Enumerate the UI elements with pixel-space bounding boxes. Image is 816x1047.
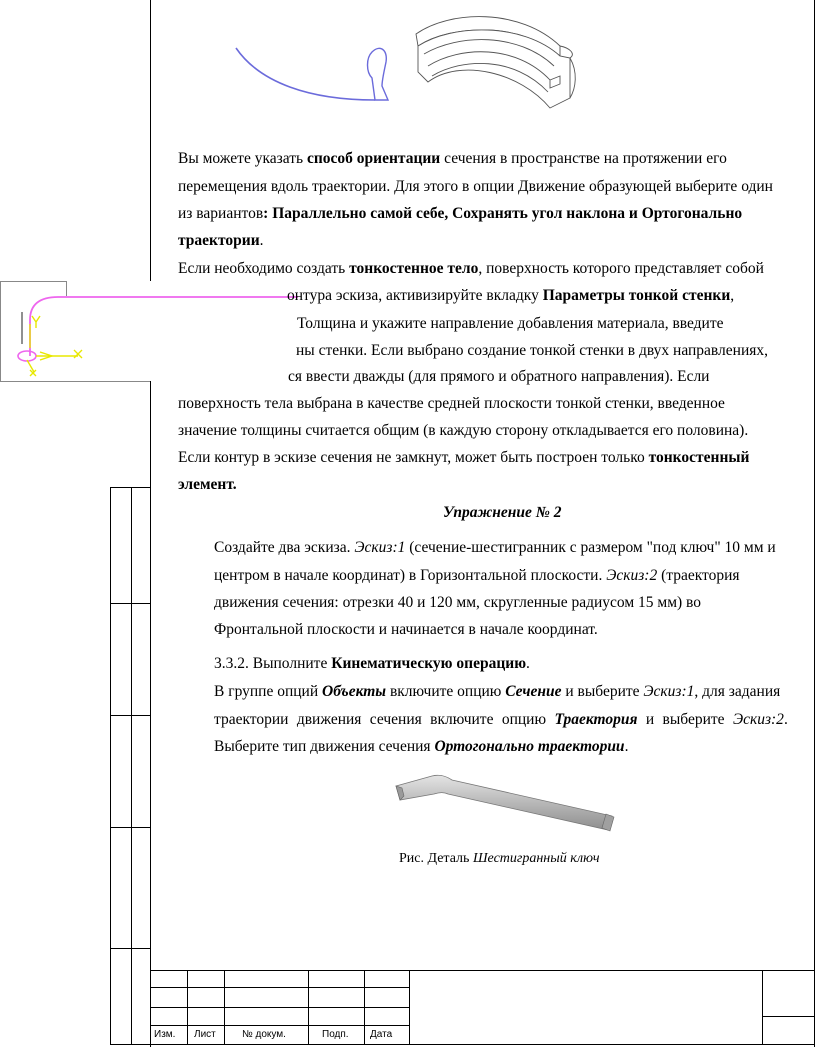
bold-text: тонкостенный [648, 449, 750, 466]
italic-text: Эскиз:2 [732, 711, 784, 728]
side-stamp-row3 [110, 827, 151, 828]
side-stamp-row4 [110, 948, 151, 949]
text: перемещения вдоль траектории. Для этого в опции Движение образующей выберите один [178, 178, 773, 195]
exercise-line1 [214, 535, 776, 561]
instructions-line2 [214, 707, 788, 733]
bold-text: тонкостенное тело [349, 260, 479, 277]
text: . [624, 738, 629, 755]
paragraph-thinwall-line4 [296, 338, 768, 364]
text: Вы можете указать [178, 150, 307, 167]
bold-text: Кинематическую операцию [331, 655, 527, 672]
paragraph-thinwall-line8 [178, 445, 749, 471]
side-stamp-top [110, 487, 151, 488]
paragraph-thinwall-line7 [178, 418, 748, 444]
side-stamp-col2 [131, 487, 132, 1045]
text: из вариантов [178, 205, 264, 222]
paragraph-thinwall-line9 [178, 472, 237, 498]
hex-key-3d-figure [392, 770, 622, 836]
bold-text: : Параллельно самой себе, Сохранять угол наклона и Ортогонально [263, 205, 743, 222]
instructions-line3 [214, 734, 628, 760]
origin-marker [18, 351, 36, 361]
text: и выберите [637, 711, 733, 728]
paragraph-thinwall-line1 [178, 256, 764, 282]
title-block-v1 [187, 970, 188, 1045]
text: и выберите [561, 683, 644, 700]
title-block-top [150, 970, 815, 971]
text: 3.3.2. Выполните [214, 655, 332, 672]
title-block-row3 [150, 1025, 410, 1026]
title-block-right-row [762, 1016, 815, 1017]
italic-text: Шестигранный ключ [472, 851, 600, 866]
text: . [783, 711, 788, 728]
instructions-line1 [214, 679, 780, 705]
stamp-list-label: Лист [194, 1029, 216, 1040]
bold-text: траектории [178, 232, 260, 249]
text: сечения в пространстве на протяжении его [440, 150, 727, 167]
exercise-title: Упражнение № 2 [443, 504, 562, 521]
side-stamp-row2 [110, 715, 151, 716]
paragraph-orientation-line3 [178, 201, 742, 227]
paragraph-orientation-line1 [178, 146, 727, 172]
figure-caption [399, 846, 600, 872]
frame-right-border [814, 0, 815, 1047]
text: (сечение-шестигранник с размером "под ключ" 10 мм и [405, 539, 776, 556]
bold-text: элемент. [178, 476, 237, 493]
text: ны стенки. Если выбрано создание тонкой стенки в двух направлениях, [296, 342, 769, 359]
paragraph-orientation-line2 [178, 174, 773, 200]
text: , поверхность которого представляет собой [478, 260, 764, 277]
sketch-window-frame-top [0, 281, 66, 282]
bold-italic-text: Объекты [322, 683, 387, 700]
bent-profile-3d-figure [410, 12, 582, 122]
trajectory-curve [236, 48, 375, 100]
paragraph-orientation-line4 [178, 228, 264, 254]
text: включите опцию [386, 683, 506, 700]
text: траектории движения сечения включите опцию [214, 711, 555, 728]
text: В группе опций [214, 683, 323, 700]
text: движения сечения: отрезки 40 и 120 мм, скругленные радиусом 15 мм) во [214, 594, 702, 611]
title-block-v3 [308, 970, 309, 1045]
bold-text: Параметры тонкой стенки [542, 287, 731, 304]
paragraph-thinwall-line2 [287, 283, 734, 309]
text: поверхность тела выбрана в качестве средней плоскости тонкой стенки, введенное [178, 395, 725, 412]
text: Толщина и укажите направление добавления материала, введите [297, 315, 724, 332]
text: Создайте два эскиза. [214, 539, 355, 556]
step-heading [214, 651, 530, 677]
exercise-line4 [214, 617, 598, 643]
exercise-line2 [214, 563, 740, 589]
stamp-doc-label: № докум. [242, 1029, 286, 1040]
bold-italic-text: Сечение [505, 683, 562, 700]
text: . [259, 232, 264, 249]
sketch-trajectory-figure [230, 38, 400, 108]
title-block-v2 [224, 970, 225, 1045]
text: значение толщины считается общим (в каждую сторону откладывается его половина). [178, 422, 749, 439]
side-stamp-col1 [110, 487, 111, 1045]
title-block-row1 [150, 987, 410, 988]
bold-italic-text: Ортогонально траектории [434, 738, 625, 755]
sketch-trajectory-magenta [0, 286, 300, 381]
text: ся ввести дважды (для прямого и обратного направления). Если [288, 368, 710, 385]
section-profile [368, 48, 389, 100]
text: , [730, 287, 735, 304]
text: (траектория [657, 567, 740, 584]
text: онтура эскиза, активизируйте вкладку [287, 287, 543, 304]
text: Если контур в эскизе сечения не замкнут, может быть построен только [178, 449, 649, 466]
frame-bottom-border [110, 1044, 815, 1045]
exercise-line3 [214, 590, 701, 616]
paragraph-thinwall-line6 [178, 391, 725, 417]
title-block-row2 [150, 1007, 410, 1008]
text: центром в начале координат) в Горизонтальной плоскости. [214, 567, 607, 584]
text: , для задания [694, 683, 781, 700]
title-block-v4 [364, 970, 365, 1045]
magenta-path [30, 297, 298, 356]
stamp-izm-label: Изм. [154, 1029, 176, 1040]
stamp-date-label: Дата [370, 1029, 393, 1040]
text: Рис. Деталь [399, 851, 473, 866]
hex-key-body [396, 775, 612, 830]
text: Фронтальной плоскости и начинается в начале координат. [214, 621, 598, 638]
bold-text: способ ориентации [306, 150, 441, 167]
title-block-v6 [762, 970, 763, 1045]
text: Выберите тип движения сечения [214, 738, 435, 755]
title-block-v5 [409, 970, 410, 1045]
frame-left-border [150, 0, 151, 1047]
italic-text: Эскиз:1 [354, 539, 406, 556]
italic-text: Эскиз:2 [606, 567, 658, 584]
text: . [526, 655, 530, 672]
sketch-window-frame-bottom [0, 381, 150, 382]
text: Если необходимо создать [178, 260, 350, 277]
paragraph-thinwall-line5 [288, 364, 709, 390]
side-stamp-row1 [110, 603, 151, 604]
paragraph-thinwall-line3 [297, 311, 724, 337]
stamp-podp-label: Подп. [322, 1029, 349, 1040]
bold-italic-text: Траектория [554, 711, 638, 728]
italic-text: Эскиз:1 [643, 683, 695, 700]
